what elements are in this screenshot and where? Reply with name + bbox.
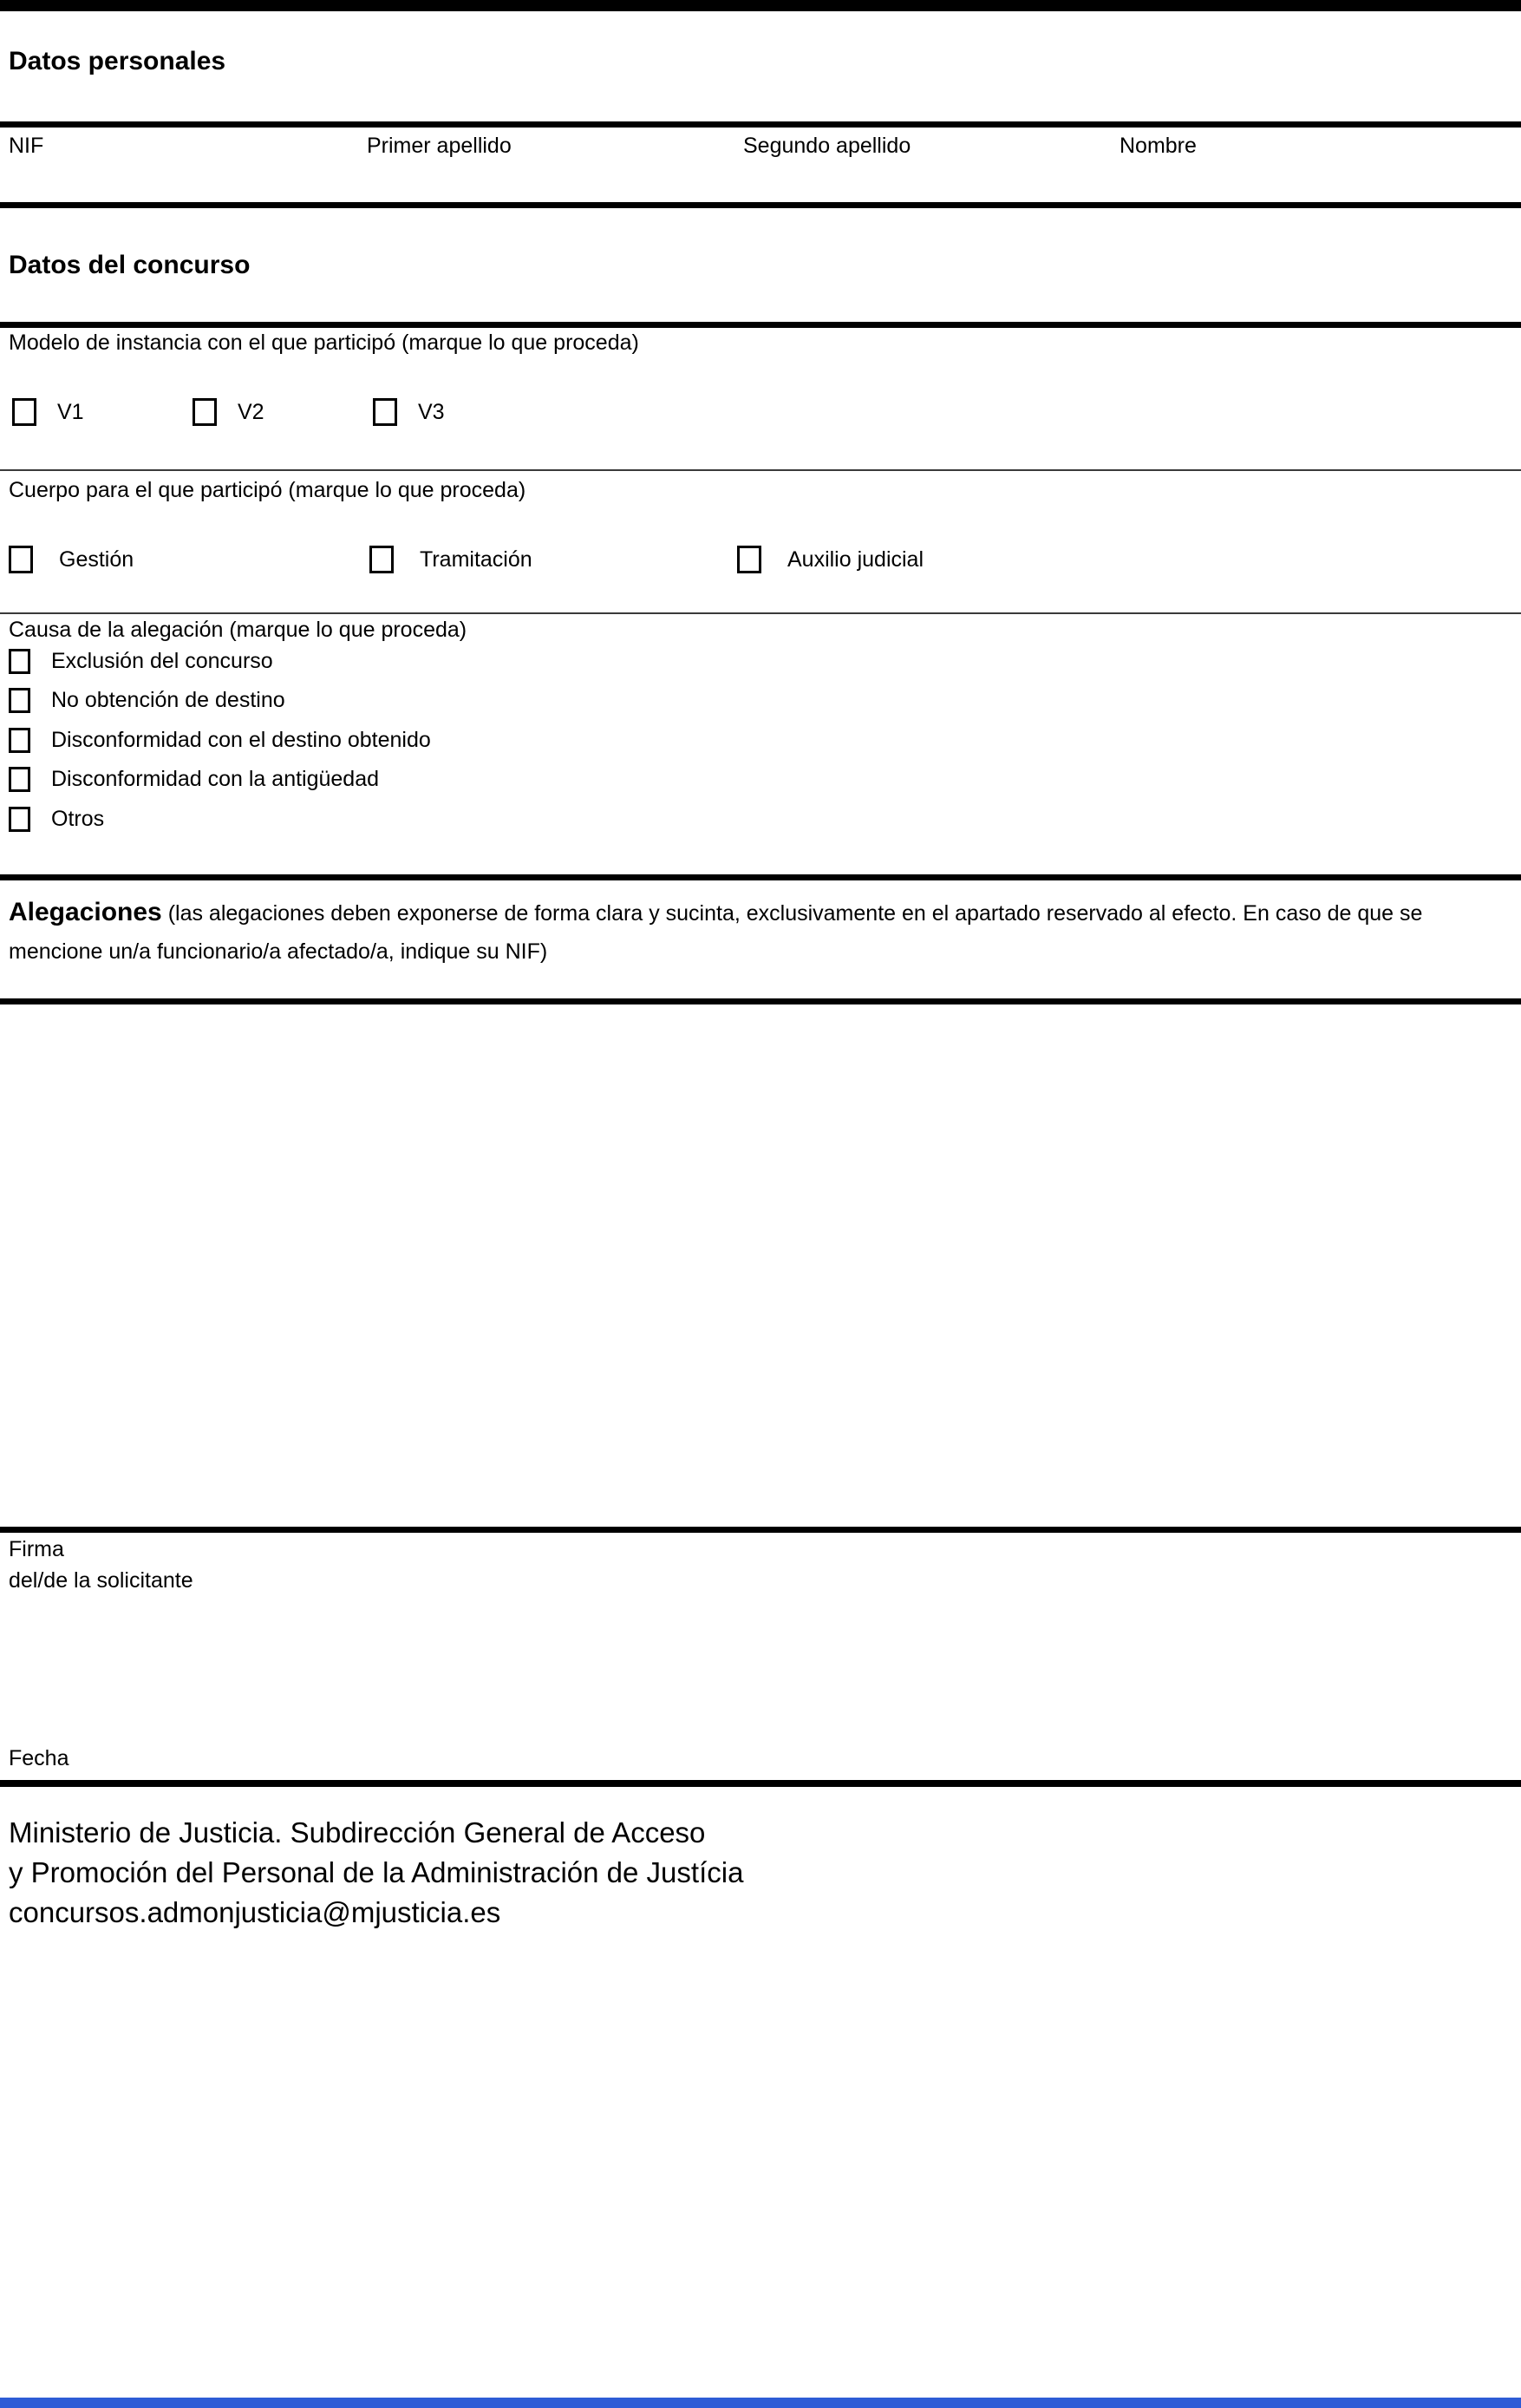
- alegaciones-paragraph: [9, 893, 1514, 971]
- checkbox-tramitacion[interactable]: [369, 546, 394, 573]
- causa-label: Causa de la alegación (marque lo que proceda): [9, 618, 467, 642]
- nombre-label: Nombre: [1120, 134, 1197, 158]
- option-tramitacion: [369, 546, 532, 573]
- footer-line-1: Ministerio de Justicia. Subdirección General de Acceso: [9, 1816, 706, 1849]
- checkbox-v3[interactable]: [373, 398, 397, 426]
- checkbox-v2[interactable]: [193, 398, 217, 426]
- rule-alegaciones-area-top: [0, 998, 1521, 1004]
- section-title-datos-concurso: Datos del concurso: [9, 251, 251, 279]
- rule-personal-bottom: [0, 202, 1521, 208]
- top-rule: [0, 0, 1521, 11]
- checkbox-v3-label: V3: [418, 399, 445, 424]
- option-disconformidad-destino: [9, 728, 431, 753]
- nif-field-area[interactable]: [0, 128, 358, 202]
- nombre-field-area[interactable]: [1111, 128, 1521, 202]
- rule-concurso-top: [0, 322, 1521, 328]
- checkbox-gestion-label: Gestión: [59, 546, 134, 572]
- checkbox-no-obtencion-label: No obtención de destino: [51, 688, 285, 712]
- footer-line-2: y Promoción del Personal de la Administración de Justícia: [9, 1856, 744, 1888]
- footer-line-3: concursos.admonjusticia@mjusticia.es: [9, 1896, 501, 1928]
- checkbox-auxilio-judicial-label: Auxilio judicial: [787, 546, 924, 572]
- checkbox-exclusion-label: Exclusión del concurso: [51, 649, 273, 673]
- alegaciones-note: (las alegaciones deben exponerse de forma clara y sucinta, exclusivamente en el apartado reservado al efecto. En caso de que se mencione un/a funcionario/a afectado/a, indique su NIF): [9, 901, 1423, 964]
- checkbox-auxilio-judicial[interactable]: [737, 546, 761, 573]
- rule-causa-top: [0, 612, 1521, 614]
- checkbox-disconformidad-antiguedad[interactable]: [9, 767, 30, 792]
- option-auxilio-judicial: [737, 546, 924, 573]
- checkbox-v2-label: V2: [238, 399, 264, 424]
- rule-firma-top: [0, 1527, 1521, 1533]
- rule-footer-top: [0, 1780, 1521, 1787]
- cuerpo-label: Cuerpo para el que participó (marque lo que proceda): [9, 478, 526, 502]
- checkbox-disconformidad-destino[interactable]: [9, 728, 30, 753]
- checkbox-exclusion[interactable]: [9, 649, 30, 674]
- nif-label: NIF: [9, 134, 44, 158]
- rule-personal-top: [0, 121, 1521, 128]
- fecha-label: Fecha: [9, 1746, 69, 1770]
- footer-block: [9, 1813, 743, 1933]
- option-v2: [193, 398, 264, 426]
- primer-apellido-field-area[interactable]: [358, 128, 734, 202]
- segundo-apellido-label: Segundo apellido: [743, 134, 911, 158]
- checkbox-v1[interactable]: [12, 398, 36, 426]
- firma-label-line2: del/de la solicitante: [9, 1568, 193, 1593]
- alegaciones-title: Alegaciones: [9, 898, 162, 926]
- option-otros: [9, 807, 104, 832]
- firma-signature-area[interactable]: [0, 1600, 1521, 1739]
- alegaciones-writing-area[interactable]: [0, 1004, 1521, 1525]
- checkbox-disconformidad-destino-label: Disconformidad con el destino obtenido: [51, 728, 431, 752]
- checkbox-no-obtencion[interactable]: [9, 688, 30, 713]
- option-v1: [12, 398, 84, 426]
- rule-cuerpo-top: [0, 469, 1521, 471]
- primer-apellido-label: Primer apellido: [367, 134, 512, 158]
- firma-label-line1: Firma: [9, 1537, 64, 1561]
- checkbox-otros[interactable]: [9, 807, 30, 832]
- bottom-accent-bar: [0, 2398, 1521, 2408]
- checkbox-v1-label: V1: [57, 399, 84, 424]
- option-gestion: [9, 546, 134, 573]
- rule-alegaciones-top: [0, 874, 1521, 880]
- option-disconformidad-antiguedad: [9, 767, 379, 792]
- checkbox-otros-label: Otros: [51, 807, 105, 831]
- checkbox-gestion[interactable]: [9, 546, 33, 573]
- segundo-apellido-field-area[interactable]: [734, 128, 1111, 202]
- option-no-obtencion: [9, 688, 285, 713]
- checkbox-tramitacion-label: Tramitación: [420, 546, 532, 572]
- section-title-datos-personales: Datos personales: [9, 47, 226, 75]
- modelo-instancia-label: Modelo de instancia con el que participó (marque lo que proceda): [9, 330, 639, 355]
- option-exclusion: [9, 649, 273, 674]
- option-v3: [373, 398, 445, 426]
- checkbox-disconformidad-antiguedad-label: Disconformidad con la antigüedad: [51, 767, 380, 791]
